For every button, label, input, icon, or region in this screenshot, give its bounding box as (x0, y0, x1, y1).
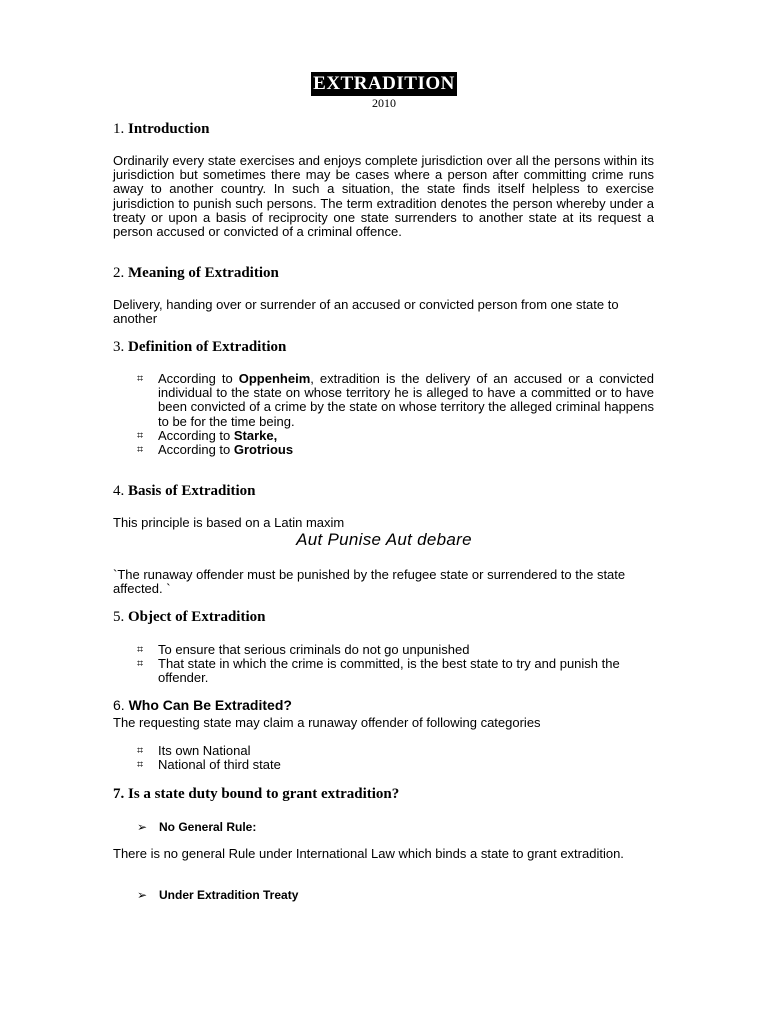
basis-paragraph: This principle is based on a Latin maxim (113, 515, 345, 530)
subpoint-no-general-rule: ➢ No General Rule: (137, 820, 257, 834)
list-item: ⌗ To ensure that serious criminals do not go unpunished (137, 642, 470, 657)
categories-bullet-list (113, 744, 654, 772)
list-item: ⌗ According to Grotrious (137, 442, 294, 458)
list-item: ⌗ According to Starke, (137, 427, 278, 443)
latin-maxim: Aut Punise Aut debare (296, 530, 472, 549)
bullet-icon: ⌗ (137, 373, 144, 385)
who-can-be-extradited-paragraph: The requesting state may claim a runaway offender of following categories (113, 715, 541, 730)
bullet-icon: ⌗ (137, 644, 144, 656)
bullet-icon: ⌗ (137, 658, 144, 671)
list-item: ⌗ Its own National (137, 743, 251, 758)
page-title: EXTRADITION (313, 73, 455, 94)
year-label: 2010 (372, 96, 396, 110)
meaning-paragraph: Delivery, handing over or surrender of an accused or convicted person from one state to another (113, 297, 619, 327)
arrow-bullet-icon: ➢ (137, 888, 148, 902)
bullet-icon: ⌗ (137, 759, 144, 772)
section-heading-who-can-be-extradited: 6. Who Can Be Extradited? (113, 697, 292, 713)
list-item: ⌗ National of third state (137, 757, 281, 773)
bullet-icon: ⌗ (137, 429, 144, 442)
section-heading-definition: 3. Definition of Extradition (113, 339, 287, 355)
section-heading-basis: 4. Basis of Extradition (113, 483, 256, 499)
subpoint-under-extradition-treaty: ➢ Under Extradition Treaty (137, 888, 299, 902)
definition-bullet-list (113, 372, 654, 457)
introduction-paragraph: Ordinarily every state exercises and enjoys complete jurisdiction over all the persons within its jurisdiction but sometimes there may be cases where a person after committing crime runs away to another country. In such a situation, the state finds itself helpless to exercise jurisdiction to punish such persons. The term extradition denotes the person whereby under a treaty or upon a basis of reciprocity one state surrenders to another state at its request a person accused or convicted of a criminal offence. (113, 153, 654, 240)
section-heading-meaning: 2. Meaning of Extradition (113, 265, 279, 281)
arrow-bullet-icon: ➢ (137, 820, 148, 834)
no-general-rule-paragraph: There is no general Rule under International Law which binds a state to grant extradition. (113, 846, 624, 861)
list-item: ⌗ That state in which the crime is committed, is the best state to try and punish the offender. (137, 656, 620, 686)
section-heading-duty-bound: 7. Is a state duty bound to grant extradition? (113, 786, 400, 802)
section-heading-introduction: 1. Introduction (113, 121, 210, 137)
bullet-icon: ⌗ (137, 745, 144, 757)
basis-quote: `The runaway offender must be punished by the refugee state or surrendered to the state affected. ` (113, 567, 626, 597)
object-bullet-list (113, 643, 628, 686)
list-item: ⌗ According to Oppenheim, extradition is the delivery of an accused or a convicted individual to the state on whose territory he is alleged to have a committed or to have been convicted of a crime by the state on whose territory the alleged criminal happens to be for the time being. (137, 371, 654, 429)
section-heading-object: 5. Object of Extradition (113, 609, 266, 625)
bullet-icon: ⌗ (137, 444, 144, 457)
